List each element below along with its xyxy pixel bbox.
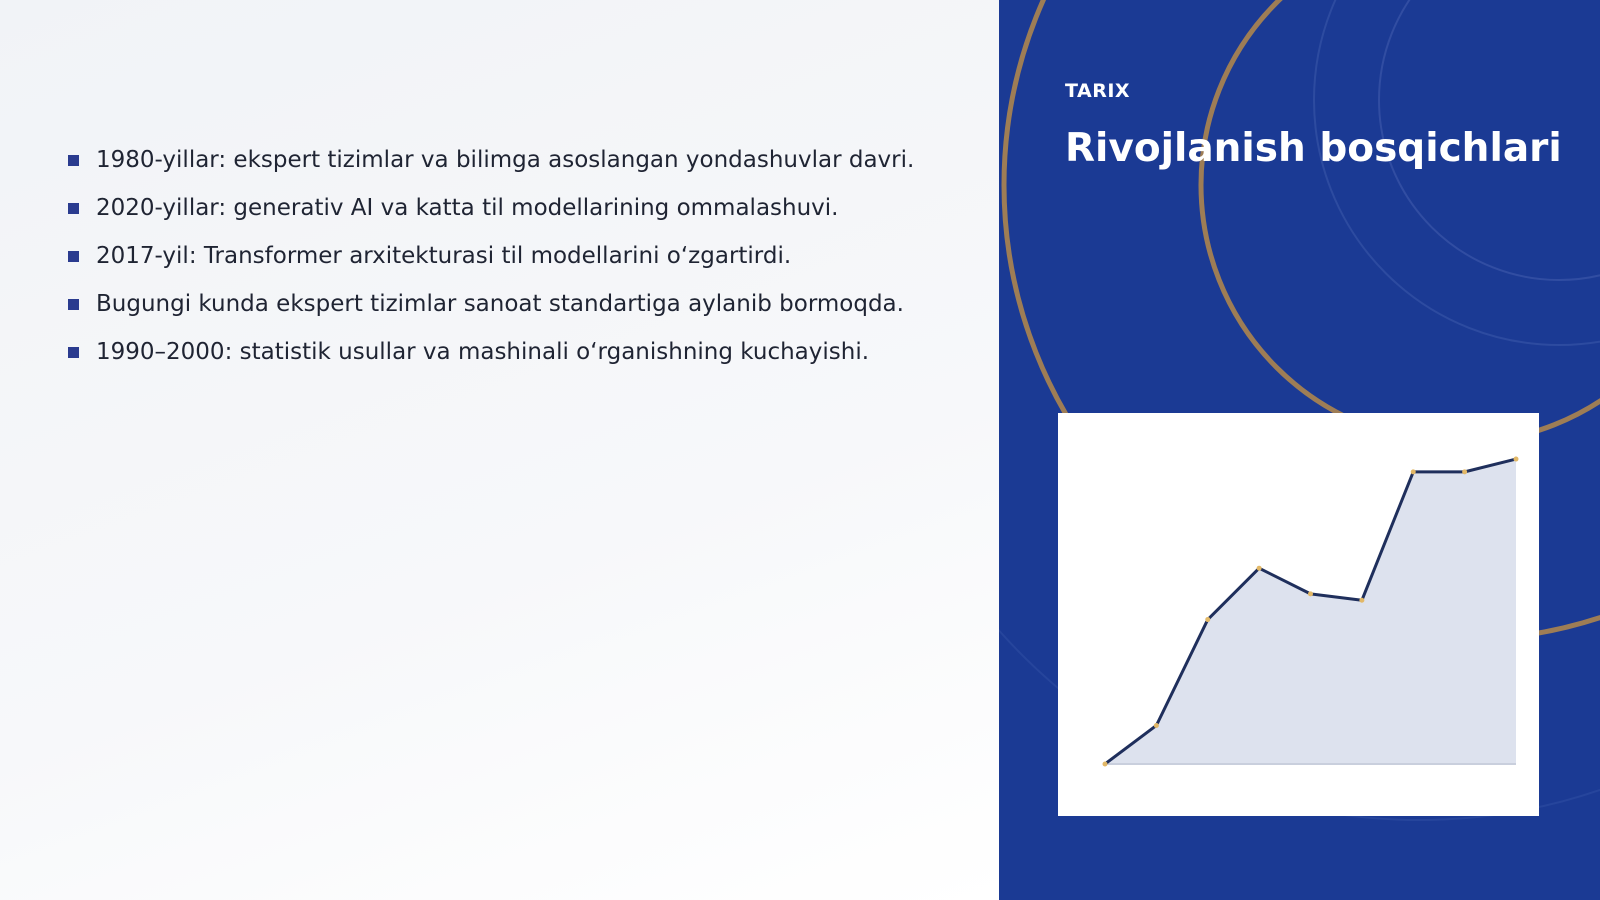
bullet-item [68, 328, 914, 376]
bullet-text: 2020-yillar: generativ AI va katta til modellarining ommalashuvi. [96, 195, 839, 221]
bullet-square-icon [68, 347, 79, 358]
faint-ring [1314, 0, 1600, 345]
bullet-square-icon [68, 203, 79, 214]
area-chart [1058, 413, 1539, 816]
bullet-square-icon [68, 251, 79, 262]
data-point [1514, 457, 1519, 462]
data-point [1205, 617, 1210, 622]
bullet-text: Bugungi kunda ekspert tizimlar sanoat standartiga aylanib bormoqda. [96, 291, 904, 317]
timeline-bullet-list [68, 136, 914, 376]
bullet-item [68, 232, 914, 280]
data-point [1359, 598, 1364, 603]
bullet-item [68, 136, 914, 184]
data-point [1257, 566, 1262, 571]
bullet-text: 1980-yillar: ekspert tizimlar va bilimga asoslangan yondashuvlar davri. [96, 147, 915, 173]
data-point [1103, 762, 1108, 767]
data-point [1154, 723, 1159, 728]
bullet-item [68, 184, 914, 232]
data-point [1308, 591, 1313, 596]
gold-ring-inner [1201, 0, 1600, 443]
slide-title: Rivojlanish bosqichlari [1065, 126, 1562, 171]
bullet-text: 2017-yil: Transformer arxitekturasi til modellarini o‘zgartirdi. [96, 243, 792, 269]
bullet-square-icon [68, 299, 79, 310]
right-panel [999, 0, 1600, 900]
data-point [1411, 469, 1416, 474]
section-eyebrow: TARIX [1065, 80, 1131, 102]
data-point [1462, 469, 1467, 474]
bullet-item [68, 280, 914, 328]
chart-card [1058, 413, 1539, 816]
bullet-text: 1990–2000: statistik usullar va mashinali o‘rganishning kuchayishi. [96, 339, 870, 365]
area-fill [1105, 459, 1516, 764]
bullet-square-icon [68, 155, 79, 166]
